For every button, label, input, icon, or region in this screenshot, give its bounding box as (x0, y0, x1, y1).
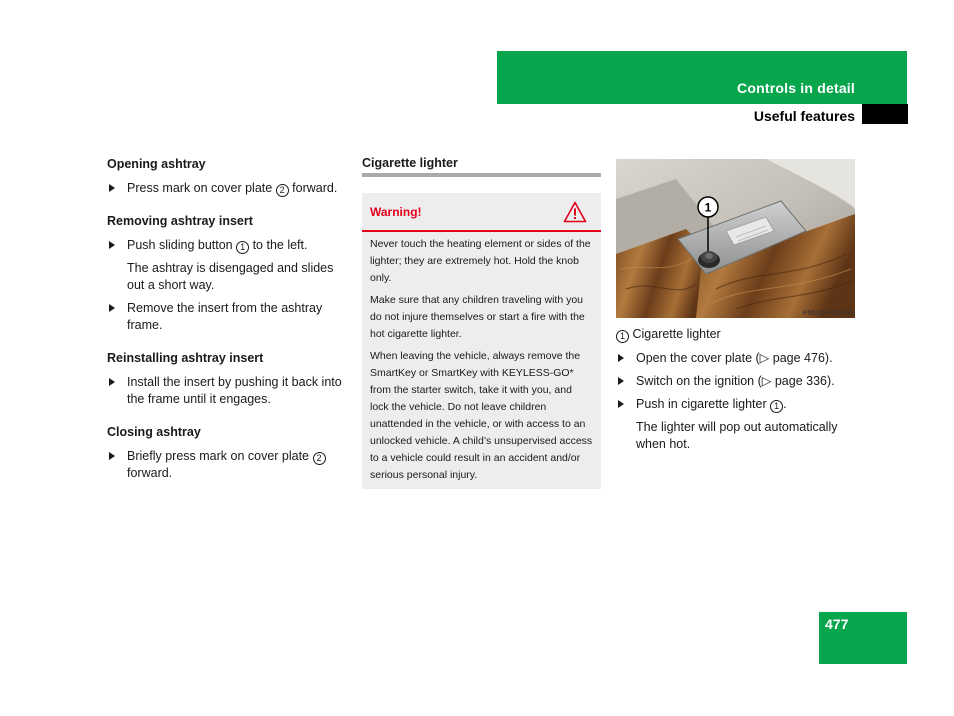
photo-callout-1: 1 (704, 200, 712, 215)
warning-triangle-icon (563, 201, 587, 223)
header-band (497, 51, 907, 104)
bullet-arrow-icon (109, 452, 115, 460)
page-number: 477 (825, 616, 849, 632)
warning-body (362, 232, 601, 484)
bullet-arrow-icon (618, 400, 624, 408)
lighter-note: The lighter will pop out automatically when hot. (636, 420, 838, 451)
bullet-arrow-icon (109, 241, 115, 249)
bullet-arrow-icon (109, 304, 115, 312)
warning-paragraph: Make sure that any children traveling with you do not injure themselves or start a fire with the hot cigarette lighter. (370, 294, 585, 340)
closing-step: Briefly press mark on cover plate 2 forward. (107, 448, 347, 482)
heading-rule (362, 173, 601, 177)
lighter-step-2: Switch on the ignition (▷ page 336). (616, 373, 856, 390)
bullet-arrow-icon (109, 184, 115, 192)
warning-box (362, 193, 601, 489)
reinstalling-insert-heading: Reinstalling ashtray insert (107, 351, 264, 365)
cigarette-lighter-heading: Cigarette lighter (362, 156, 458, 170)
closing-ashtray-heading: Closing ashtray (107, 425, 201, 439)
warning-paragraph: When leaving the vehicle, always remove the SmartKey or SmartKey with KEYLESS-GO* from the starter switch, take it with you, and lock the vehicle. Do not leave children unattended in the vehicle, or with access to an unlocked vehicle. A child’s unsupervised access to a vehicle could result in an accident and/or serious personal injury. (370, 350, 593, 481)
callout-1-icon: 1 (616, 330, 629, 343)
removing-note: The ashtray is disengaged and slides out a short way. (127, 261, 334, 292)
lighter-column (616, 159, 856, 459)
legend-text: Cigarette lighter (632, 327, 721, 341)
removing-insert-heading: Removing ashtray insert (107, 214, 253, 228)
lighter-step-3: Push in cigarette lighter 1 . (616, 396, 856, 413)
opening-step: Press mark on cover plate 2 forward. (107, 180, 347, 197)
bullet-arrow-icon (618, 377, 624, 385)
removing-step-2: Remove the insert from the ashtray frame. (107, 300, 347, 334)
warning-paragraph: Never touch the heating element or sides of the lighter; they are extremely hot. Hold the knob only. (370, 238, 591, 284)
callout-1-icon: 1 (770, 400, 783, 413)
reinstalling-step: Install the insert by pushing it back into the frame until it engages. (107, 374, 347, 408)
bullet-arrow-icon (109, 378, 115, 386)
bullet-arrow-icon (618, 354, 624, 362)
warning-title: Warning! (370, 205, 422, 219)
section-title: Controls in detail (737, 80, 855, 96)
subsection-title: Useful features (753, 108, 855, 124)
callout-2-icon: 2 (276, 184, 289, 197)
callout-2-icon: 2 (313, 452, 326, 465)
removing-step-1: Push sliding button 1 to the left. (107, 237, 347, 254)
callout-1-icon: 1 (236, 241, 249, 254)
photo-code: P68.00-4354-31 (802, 310, 853, 317)
legend-item (616, 326, 856, 343)
header-tab-marker (862, 104, 908, 124)
warning-header (362, 193, 601, 232)
opening-ashtray-heading: Opening ashtray (107, 157, 206, 171)
ashtray-column (107, 156, 347, 488)
lighter-step-1: Open the cover plate (▷ page 476). (616, 350, 856, 367)
